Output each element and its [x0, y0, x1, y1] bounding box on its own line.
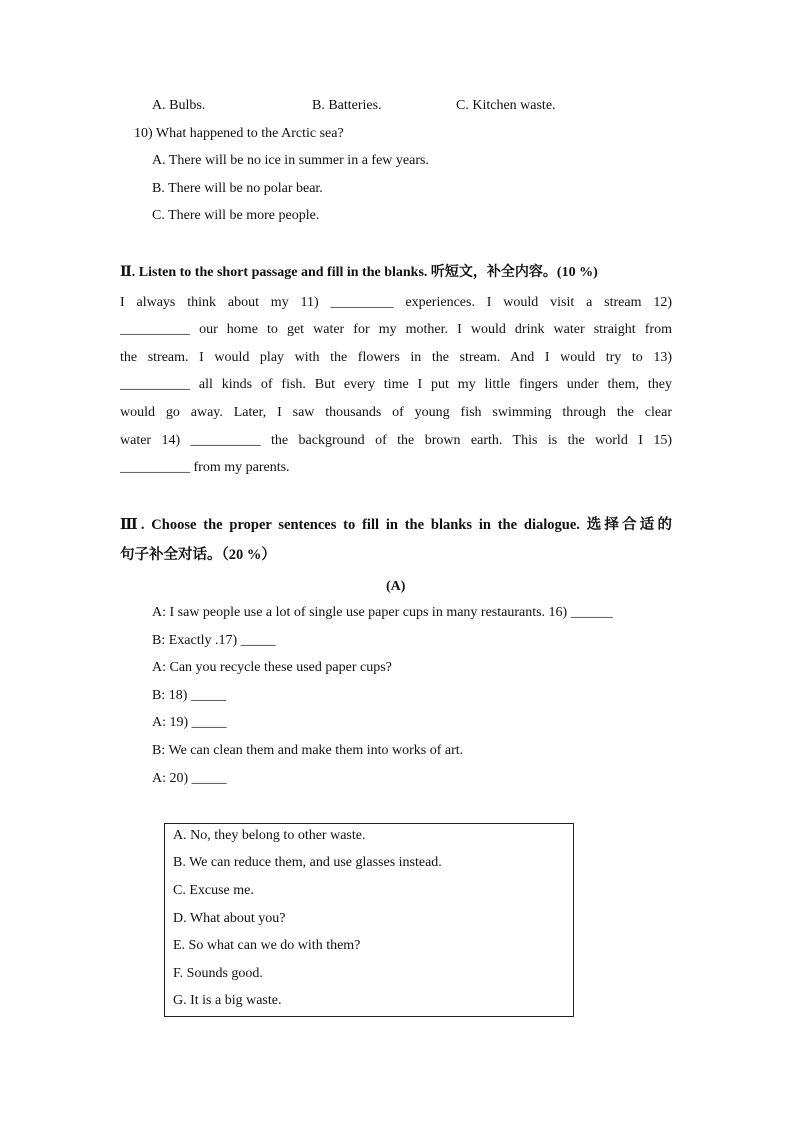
dialogue-subheading: (A) — [386, 579, 406, 594]
q9-option-a: A. Bulbs. — [152, 98, 206, 113]
choice-option: C. Excuse me. — [173, 883, 254, 898]
choice-option: E. So what can we do with them? — [173, 938, 361, 953]
dialogue-line: A: Can you recycle these used paper cups? — [152, 660, 392, 675]
passage-line: __________ all kinds of fish. But every time I put my little fingers under them, they — [120, 377, 672, 392]
q10-question: 10) What happened to the Arctic sea? — [134, 126, 344, 141]
q9-option-b: B. Batteries. — [312, 98, 382, 113]
passage-line: __________ our home to get water for my mother. I would drink water straight from — [120, 322, 672, 337]
dialogue-line: B: 18) _____ — [152, 688, 226, 703]
choice-option: D. What about you? — [173, 911, 286, 926]
section3-heading-line2: 句子补全对话。（20 %） — [120, 547, 276, 563]
q10-option-a: A. There will be no ice in summer in a few years. — [152, 153, 429, 168]
passage-line: water 14) __________ the background of the brown earth. This is the world I 15) — [120, 433, 672, 448]
dialogue-line: A: 19) _____ — [152, 715, 227, 730]
choice-option: B. We can reduce them, and use glasses instead. — [173, 855, 442, 870]
section3-heading-line1: Ⅲ. Choose the proper sentences to fill in the blanks in the dialogue. 选择合适的 — [120, 517, 672, 533]
dialogue-line: A: 20) _____ — [152, 771, 227, 786]
section2-heading: Ⅱ. Listen to the short passage and fill in the blanks. 听短文，补全内容。(10 %) — [120, 265, 598, 280]
dialogue-line: A: I saw people use a lot of single use paper cups in many restaurants. 16) ______ — [152, 605, 613, 620]
choices-box — [164, 823, 574, 1017]
choice-option: F. Sounds good. — [173, 966, 263, 981]
q10-option-c: C. There will be more people. — [152, 208, 320, 223]
dialogue-line: B: We can clean them and make them into works of art. — [152, 743, 464, 758]
q10-option-b: B. There will be no polar bear. — [152, 181, 323, 196]
choice-option: A. No, they belong to other waste. — [173, 828, 366, 843]
passage-line: the stream. I would play with the flowers in the stream. And I would try to 13) — [120, 350, 672, 365]
choice-option: G. It is a big waste. — [173, 993, 282, 1008]
passage-line: I always think about my 11) _________ experiences. I would visit a stream 12) — [120, 295, 672, 310]
passage-line: would go away. Later, I saw thousands of young fish swimming through the clear — [120, 405, 672, 420]
passage-line: __________ from my parents. — [120, 460, 290, 475]
q9-option-c: C. Kitchen waste. — [456, 98, 556, 113]
dialogue-line: B: Exactly .17) _____ — [152, 633, 276, 648]
